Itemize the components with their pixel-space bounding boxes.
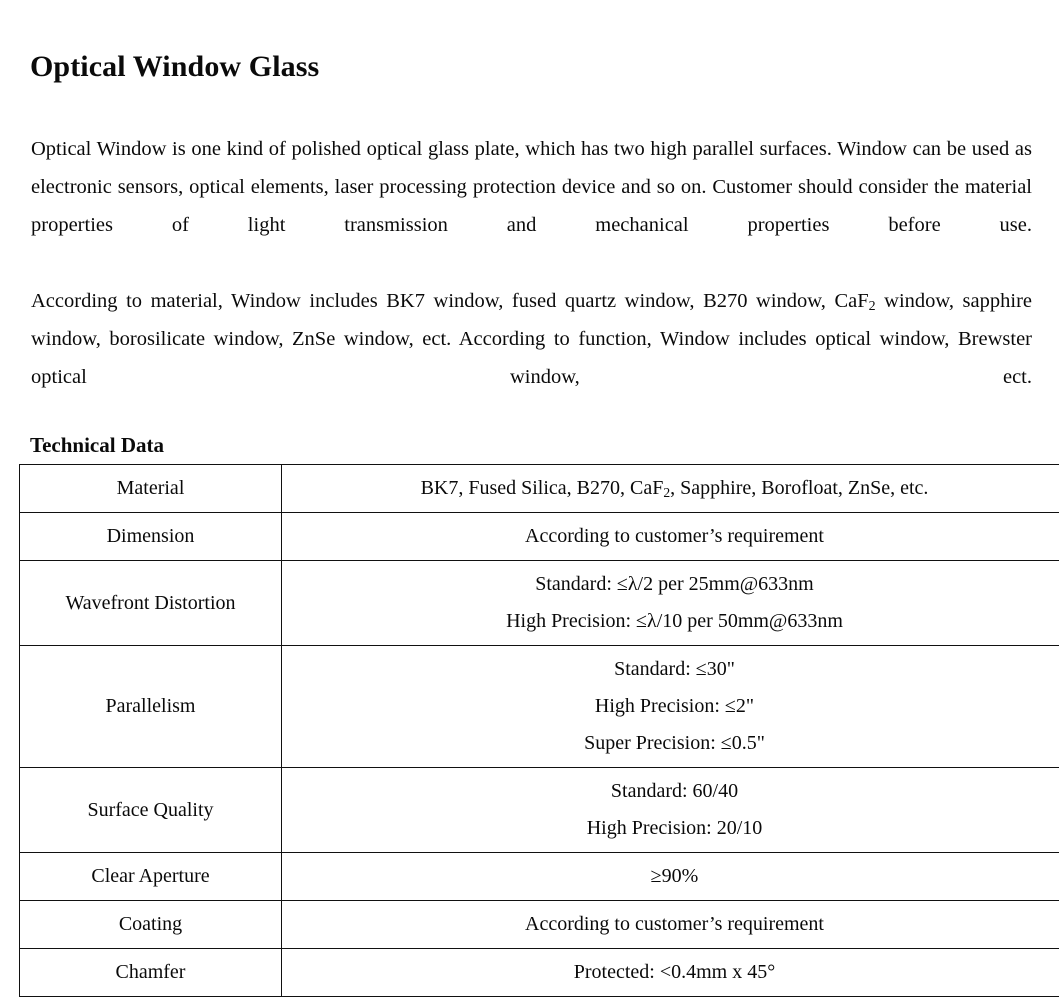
- row-value-material: [282, 465, 1059, 513]
- technical-data-table: [19, 464, 1059, 997]
- material-caf2-subscript: 2: [663, 485, 670, 500]
- page-title: Optical Window Glass: [30, 50, 319, 85]
- table-row: [20, 561, 1059, 646]
- value-line: ≥90%: [288, 858, 1059, 895]
- table-row: [20, 465, 1059, 513]
- row-value-parallelism: [282, 646, 1059, 768]
- row-label-coating: Coating: [20, 901, 282, 949]
- intro-text-block: [31, 130, 1032, 434]
- row-label-surface-quality: Surface Quality: [20, 768, 282, 853]
- material-value-part-b: , Sapphire, Borofloat, ZnSe, etc.: [670, 477, 928, 499]
- row-value-coating: [282, 901, 1059, 949]
- value-line: Standard: ≤λ/2 per 25mm@633nm: [288, 566, 1059, 603]
- table-row: [20, 853, 1059, 901]
- value-line: According to customer’s requirement: [288, 906, 1059, 943]
- row-value-wavefront-distortion: [282, 561, 1059, 646]
- intro-paragraph-1: Optical Window is one kind of polished optical glass plate, which has two high parallel surfaces. Window can be used as electronic sensors, optical elements, laser processing protection device and so on. Customer should consider the material properties of light transmission and mechanical properties before use.: [31, 130, 1032, 282]
- row-value-dimension: [282, 513, 1059, 561]
- value-line: According to customer’s requirement: [288, 518, 1059, 555]
- value-line: High Precision: ≤2": [288, 688, 1059, 725]
- row-label-material: Material: [20, 465, 282, 513]
- material-value-part-a: BK7, Fused Silica, B270, CaF: [421, 477, 664, 499]
- value-line: Standard: 60/40: [288, 773, 1059, 810]
- intro-paragraph-2-part-a: According to material, Window includes BK7 window, fused quartz window, B270 window, CaF: [31, 290, 869, 312]
- value-line: High Precision: ≤λ/10 per 50mm@633nm: [288, 603, 1059, 640]
- table-row: [20, 768, 1059, 853]
- row-label-parallelism: Parallelism: [20, 646, 282, 768]
- value-line: High Precision: 20/10: [288, 810, 1059, 847]
- row-label-clear-aperture: Clear Aperture: [20, 853, 282, 901]
- value-line: Super Precision: ≤0.5": [288, 725, 1059, 762]
- intro-paragraph-2-part-b: window, sapphire window, borosilicate window, ZnSe window, ect. According to function, Window includes optical window, Brewster optical window, ect.: [31, 290, 1032, 388]
- table-row: [20, 646, 1059, 768]
- section-heading-technical-data: Technical Data: [30, 433, 164, 458]
- caf2-subscript: 2: [869, 299, 876, 314]
- row-value-surface-quality: [282, 768, 1059, 853]
- value-line: Protected: <0.4mm x 45°: [288, 954, 1059, 991]
- row-value-clear-aperture: [282, 853, 1059, 901]
- intro-paragraph-2: [31, 282, 1032, 434]
- row-label-chamfer: Chamfer: [20, 949, 282, 997]
- table-row: [20, 513, 1059, 561]
- row-label-dimension: Dimension: [20, 513, 282, 561]
- row-label-wavefront-distortion: Wavefront Distortion: [20, 561, 282, 646]
- table-row: [20, 901, 1059, 949]
- value-line: Standard: ≤30": [288, 651, 1059, 688]
